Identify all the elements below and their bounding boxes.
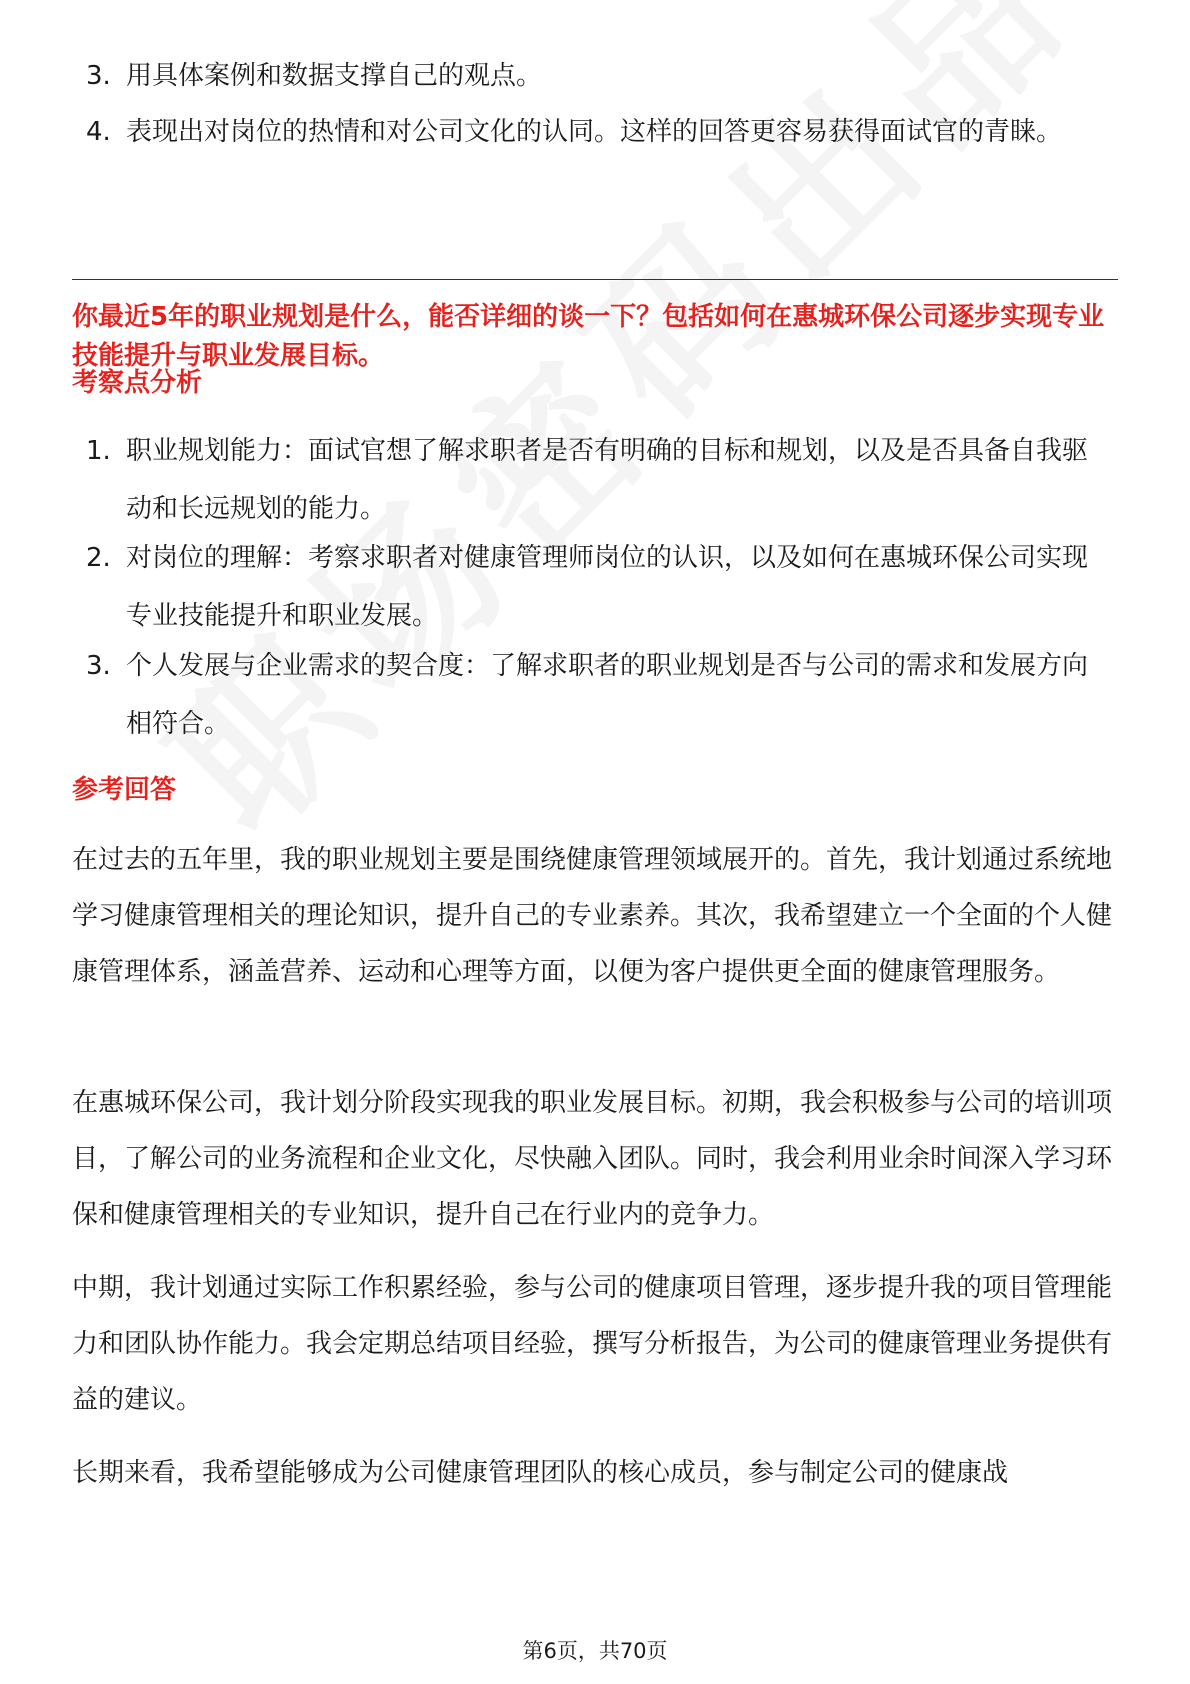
- answer-paragraph: 中期，我计划通过实际工作积累经验，参与公司的健康项目管理，逐步提升我的项目管理能力和团队协作能力。我会定期总结项目经验，撰写分析报告，为公司的健康管理业务提供有益的建议。: [72, 1273, 1113, 1415]
- analysis-heading: 考察点分析: [72, 368, 203, 398]
- list-number: 3.: [86, 651, 111, 681]
- list-number: 3.: [86, 61, 111, 91]
- page-footer: 第6页，共70页: [522, 1639, 668, 1663]
- section-divider: [72, 279, 1118, 280]
- list-text: 职业规划能力：面试官想了解求职者是否有明确的目标和规划，以及是否具备自我驱动和长远规划的能力。: [126, 436, 1089, 524]
- list-text: 用具体案例和数据支撑自己的观点。: [126, 61, 543, 91]
- list-number: 2.: [86, 543, 111, 573]
- list-item: [72, 637, 1112, 753]
- list-text: 表现出对岗位的热情和对公司文化的认同。这样的回答更容易获得面试官的青睐。: [126, 117, 1063, 147]
- list-item: [72, 47, 1112, 105]
- answer-paragraph: 长期来看，我希望能够成为公司健康管理团队的核心成员，参与制定公司的健康战: [72, 1458, 1009, 1488]
- answer-paragraph: 在过去的五年里，我的职业规划主要是围绕健康管理领域展开的。首先，我计划通过系统地学习健康管理相关的理论知识，提升自己的专业素养。其次，我希望建立一个全面的个人健康管理体系，涵盖营养、运动和心理等方面，以便为客户提供更全面的健康管理服务。: [72, 845, 1113, 987]
- list-item: [72, 529, 1112, 645]
- answer-paragraph: 在惠城环保公司，我计划分阶段实现我的职业发展目标。初期，我会积极参与公司的培训项目，了解公司的业务流程和企业文化，尽快融入团队。同时，我会利用业余时间深入学习环保和健康管理相关的专业知识，提升自己在行业内的竞争力。: [72, 1088, 1113, 1230]
- list-text: 个人发展与企业需求的契合度：了解求职者的职业规划是否与公司的需求和发展方向相符合。: [126, 651, 1089, 739]
- list-item: [72, 422, 1112, 538]
- answer-heading: 参考回答: [72, 775, 177, 805]
- list-number: 4.: [86, 117, 111, 147]
- list-item: [72, 103, 1112, 161]
- interview-question: 你最近5年的职业规划是什么，能否详细的谈一下？包括如何在惠城环保公司逐步实现专业技能提升与职业发展目标。: [72, 302, 1105, 371]
- list-number: 1.: [86, 436, 111, 466]
- list-text: 对岗位的理解：考察求职者对健康管理师岗位的认识，以及如何在惠城环保公司实现专业技能提升和职业发展。: [126, 543, 1089, 631]
